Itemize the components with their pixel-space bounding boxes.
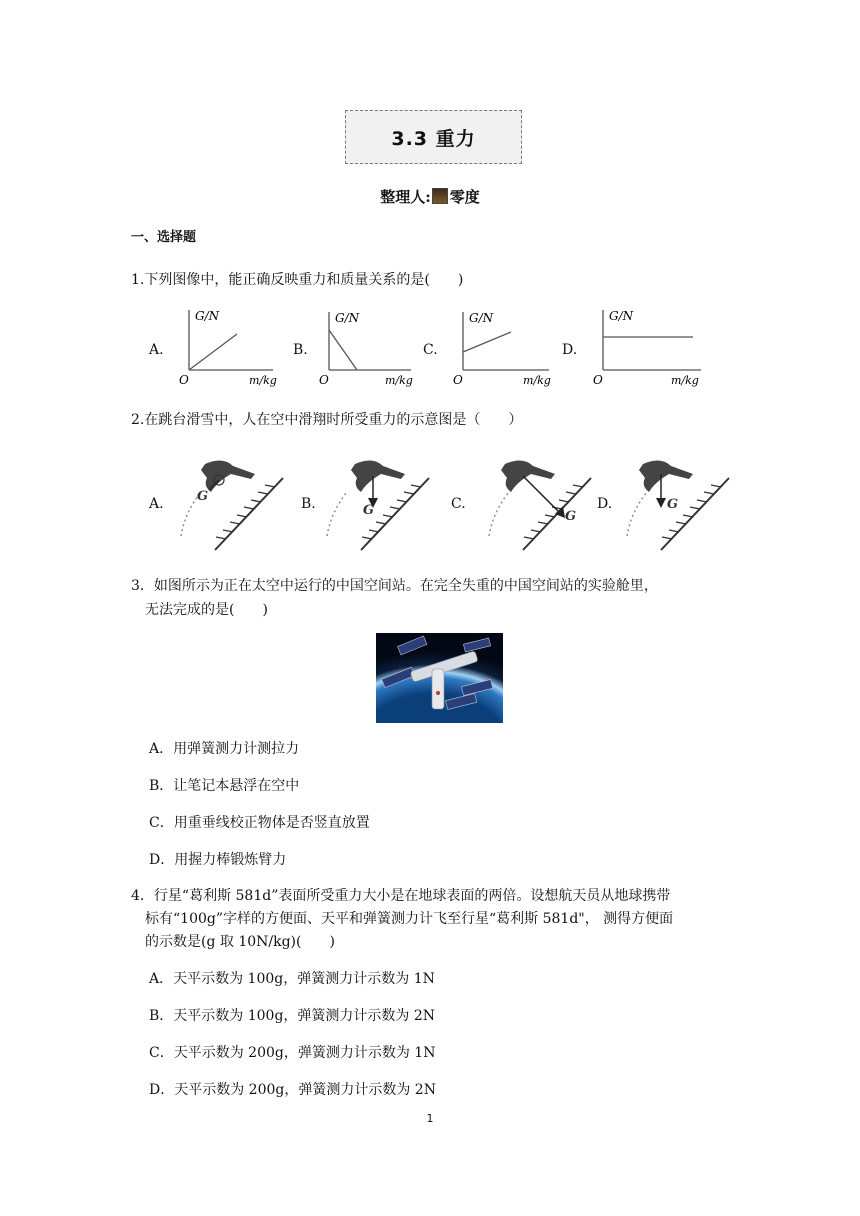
q2-d-force-label: G bbox=[667, 497, 679, 512]
question-4-option-c: C．天平示数为 200g，弹簧测力计示数为 1N bbox=[149, 1045, 436, 1061]
q2-option-c-label: C. bbox=[451, 496, 466, 512]
q1-graph-a-xlabel: m/kg bbox=[249, 374, 277, 387]
q2-b-force-label: G bbox=[363, 503, 375, 518]
q1-option-a-label: A. bbox=[149, 342, 164, 358]
organizer-name: 零度 bbox=[449, 188, 480, 206]
page-number: 1 bbox=[426, 1112, 434, 1125]
question-3-option-d: D．用握力棒锻炼臂力 bbox=[149, 852, 287, 868]
q1-option-b-label: B. bbox=[293, 342, 308, 358]
space-station-image bbox=[376, 633, 503, 723]
question-3-option-b: B．让笔记本悬浮在空中 bbox=[149, 778, 300, 794]
q1-graph-c-xlabel: m/kg bbox=[523, 374, 551, 387]
q1-graph-d-origin: O bbox=[593, 373, 603, 387]
q2-a-force-label: G bbox=[197, 489, 209, 504]
q1-graph-b-origin: O bbox=[319, 373, 329, 387]
q2-c-force-label: G bbox=[565, 509, 577, 524]
q1-graph-a-ylabel: G/N bbox=[195, 309, 220, 323]
question-4-option-d: D．天平示数为 200g，弹簧测力计示数为 2N bbox=[149, 1082, 436, 1098]
question-4-stem-line-2: 标有“100g”字样的方便面、天平和弹簧测力计飞至行星“葛利斯 581d"， 测得方便面 bbox=[145, 911, 674, 927]
q2-option-a-label: A. bbox=[149, 496, 164, 512]
question-2-stem: 2.在跳台滑雪中，人在空中滑翔时所受重力的示意图是（ ） bbox=[131, 412, 523, 428]
q2-skier-diagram-a bbox=[171, 452, 293, 556]
q1-graph-c bbox=[449, 304, 569, 390]
q2-skier-diagram-d bbox=[617, 452, 739, 556]
question-4-option-b: B．天平示数为 100g，弹簧测力计示数为 2N bbox=[149, 1008, 436, 1024]
question-3-stem-line-2: 无法完成的是( ) bbox=[145, 602, 268, 618]
page-title: 3.3 重力 bbox=[345, 110, 522, 164]
question-4-stem-line-1: 4．行星“葛利斯 581d”表面所受重力大小是在地球表面的两倍。设想航天员从地球携带 bbox=[131, 888, 671, 904]
q2-option-d-label: D. bbox=[597, 496, 613, 512]
question-3-option-a: A．用弹簧测力计测拉力 bbox=[149, 741, 300, 757]
q1-option-c-label: C. bbox=[423, 342, 438, 358]
q1-graph-c-origin: O bbox=[453, 373, 463, 387]
q1-graph-a bbox=[175, 304, 285, 390]
organizer-avatar-icon bbox=[432, 188, 448, 204]
q1-graph-d-ylabel: G/N bbox=[609, 309, 634, 323]
question-3-option-c: C．用重垂线校正物体是否竖直放置 bbox=[149, 815, 370, 831]
section-title: 一、选择题 bbox=[131, 230, 197, 245]
q2-skier-diagram-b bbox=[317, 452, 439, 556]
question-4-stem-line-3: 的示数是(g 取 10N/kg)( ) bbox=[145, 934, 335, 950]
question-4-option-a: A．天平示数为 100g，弹簧测力计示数为 1N bbox=[149, 971, 435, 987]
q2-skier-diagram-c bbox=[479, 452, 601, 556]
q1-graph-b-ylabel: G/N bbox=[335, 311, 360, 325]
q1-graph-c-ylabel: G/N bbox=[469, 311, 494, 325]
q1-graph-d bbox=[589, 304, 719, 390]
organizer-prefix: 整理人: bbox=[380, 188, 431, 206]
question-1-figures bbox=[149, 304, 719, 390]
question-3-stem-line-1: 3．如图所示为正在太空中运行的中国空间站。在完全失重的中国空间站的实验舱里， bbox=[131, 578, 658, 594]
q1-graph-a-origin: O bbox=[179, 373, 189, 387]
q1-graph-d-xlabel: m/kg bbox=[671, 374, 699, 387]
organizer-line bbox=[0, 186, 860, 207]
q1-option-d-label: D. bbox=[562, 342, 578, 358]
q2-option-b-label: B. bbox=[301, 496, 316, 512]
q1-graph-b-xlabel: m/kg bbox=[385, 374, 413, 387]
q1-graph-b bbox=[317, 304, 427, 390]
question-1-stem: 1.下列图像中，能正确反映重力和质量关系的是( ) bbox=[131, 272, 464, 288]
question-2-figures bbox=[149, 452, 739, 556]
